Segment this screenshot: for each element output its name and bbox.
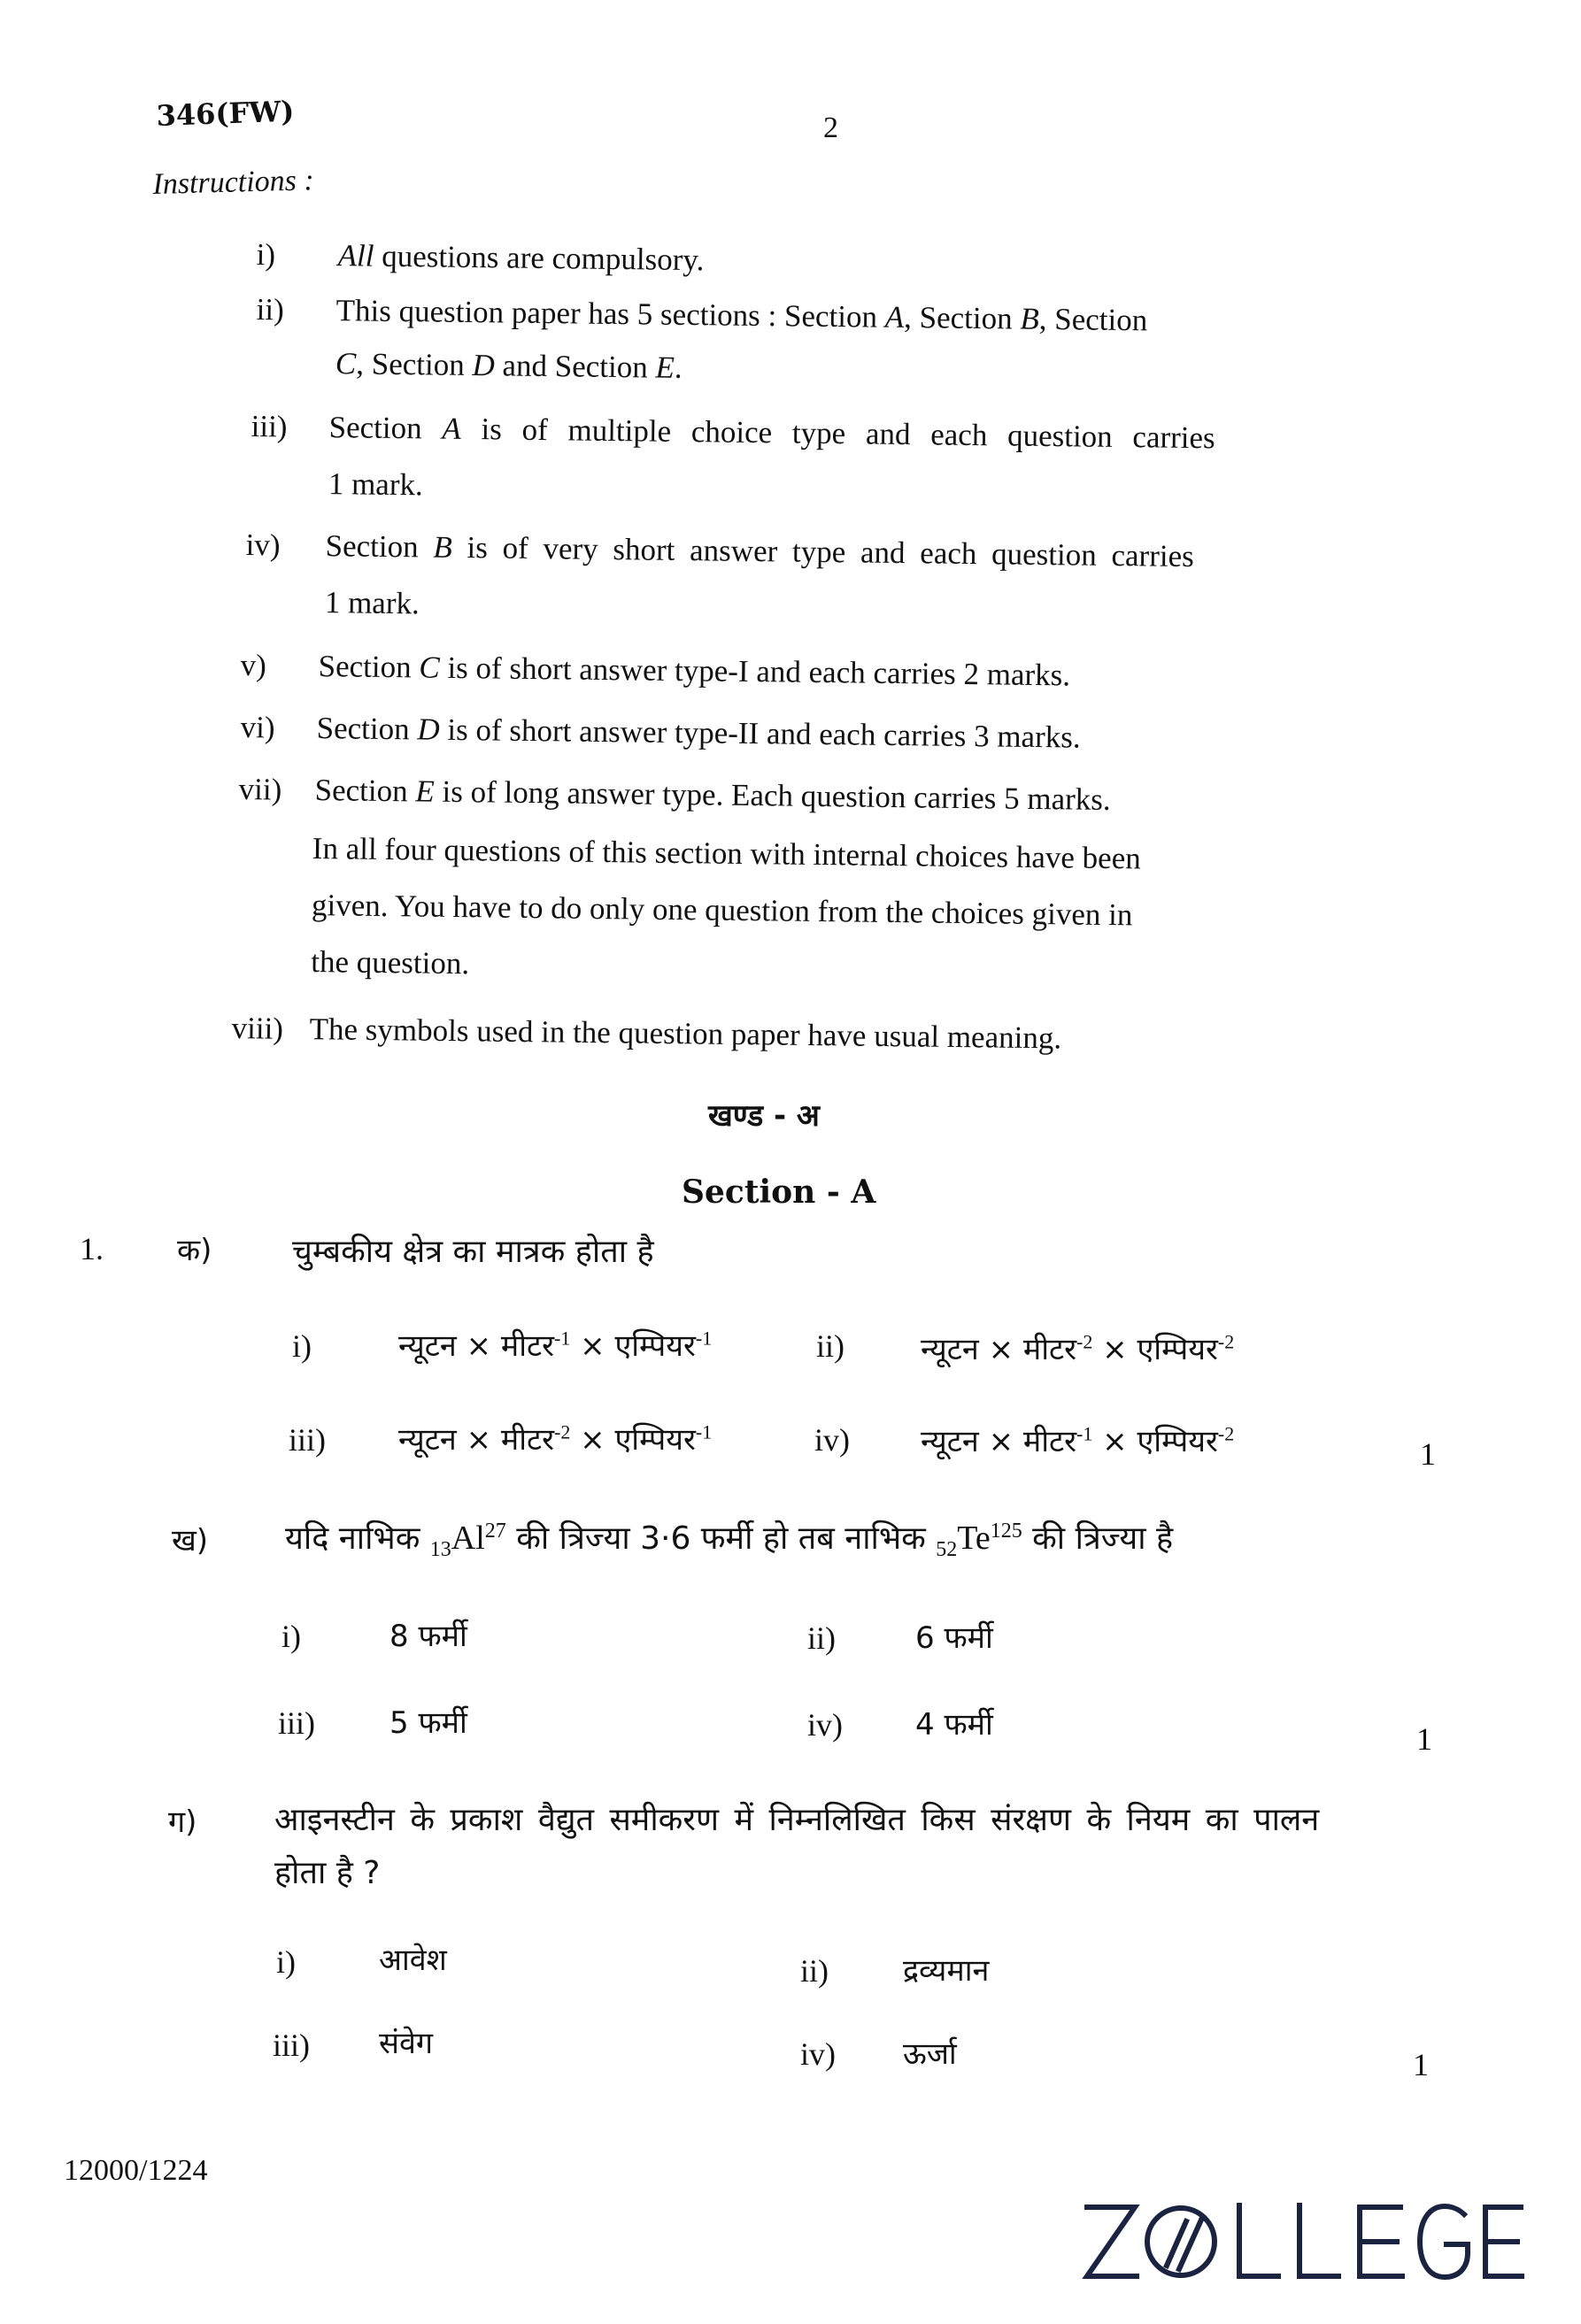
option-text: द्रव्यमान	[903, 1953, 990, 1989]
option-text: 4 फर्मी	[915, 1707, 993, 1743]
option-number: ii)	[800, 1953, 829, 1989]
option-text: 8 फर्मी	[389, 1619, 467, 1654]
instructions-heading: Instructions :	[152, 164, 315, 201]
option-number: iii)	[273, 2028, 310, 2063]
question-text: यदि नाभिक $_{13}Al^{27}$ की त्रिज्या 3·6 फर्मी हो तब नाभिक $_{52}Te^{125}$ की त्रिज्या है	[285, 1520, 1174, 1562]
instruction-number: ii)	[256, 291, 284, 327]
option-text: 5 फर्मी	[389, 1705, 467, 1741]
instruction-number: i)	[256, 236, 276, 273]
option-number: iv)	[800, 2036, 836, 2072]
instruction-line: This question paper has 5 sections : Section A, Section B, Section	[335, 293, 1148, 338]
instruction-line: 1 mark.	[328, 466, 424, 503]
option-number: iii)	[289, 1422, 326, 1458]
marks: 1	[1420, 1436, 1436, 1472]
instruction-line: Section B is of very short answer type and each question carries	[325, 528, 1195, 574]
instruction-line: Section A is of multiple choice type and each question carries	[328, 410, 1215, 456]
option-text: न्यूटन × मीटर$^{-2}$ × एम्पियर$^{-2}$	[921, 1330, 1235, 1367]
option-text: न्यूटन × मीटर$^{-1}$ × एम्पियर$^{-2}$	[921, 1422, 1235, 1459]
question-label: क)	[177, 1233, 212, 1268]
logo-letter-z	[1087, 2207, 1137, 2276]
question-label: ख)	[172, 1523, 209, 1558]
instruction-number: v)	[240, 647, 267, 683]
logo-letter-l	[1300, 2205, 1338, 2276]
logo-letter-o-icon	[1147, 2208, 1215, 2275]
instruction-line: Section D is of short answer type-II and each carries 3 marks.	[316, 711, 1081, 755]
logo-letter-g	[1420, 2206, 1468, 2277]
instruction-line: the question.	[311, 944, 470, 981]
section-title-english: Section - A	[682, 1174, 876, 1211]
instruction-line: given. You have to do only one question from the choices given in	[311, 888, 1133, 933]
zollege-logo	[1082, 2202, 1524, 2282]
option-number: iv)	[814, 1422, 850, 1458]
option-number: ii)	[816, 1328, 844, 1364]
logo-letter-e	[1360, 2207, 1402, 2276]
option-text: आवेश	[379, 1943, 447, 1978]
question-text: चुम्बकीय क्षेत्र का मात्रक होता है	[292, 1234, 654, 1270]
option-text: ऊर्जा	[903, 2036, 957, 2072]
paper-code: 346(FW)	[156, 94, 295, 133]
instruction-number: vii)	[238, 771, 282, 807]
instruction-line: The symbols used in the question paper have usual meaning.	[309, 1012, 1062, 1056]
logo-letter-l	[1239, 2205, 1278, 2276]
section-title-hindi: खण्ड - अ	[708, 1098, 820, 1134]
question-number: 1.	[80, 1231, 104, 1266]
page-number: 2	[823, 112, 838, 144]
instruction-number: viii)	[231, 1010, 284, 1046]
instruction-number: vi)	[240, 709, 275, 745]
option-number: iii)	[278, 1705, 315, 1741]
instruction-number: iv)	[245, 527, 281, 563]
instruction-line: All questions are compulsory.	[337, 238, 705, 278]
option-text: 6 फर्मी	[915, 1620, 993, 1656]
option-number: iv)	[807, 1707, 843, 1743]
question-label: ग)	[168, 1805, 197, 1840]
option-number: i)	[292, 1328, 312, 1364]
instruction-line: Section E is of long answer type. Each question carries 5 marks.	[314, 773, 1111, 818]
option-text: न्यूटन × मीटर$^{-1}$ × एम्पियर$^{-1}$	[398, 1327, 713, 1364]
question-text-line: आइनस्टीन के प्रकाश वैद्युत समीकरण में निम्नलिखित किस संरक्षण के नियम का पालन	[274, 1802, 1320, 1838]
option-number: ii)	[807, 1620, 836, 1656]
marks: 1	[1416, 1721, 1432, 1757]
option-text: न्यूटन × मीटर$^{-2}$ × एम्पियर$^{-1}$	[398, 1420, 713, 1458]
question-text-line: होता है ?	[274, 1855, 381, 1891]
instruction-number: iii)	[251, 408, 288, 444]
option-number: i)	[281, 1619, 301, 1654]
marks: 1	[1413, 2047, 1429, 2082]
option-text: संवेग	[379, 2026, 434, 2061]
footer-code: 12000/1224	[64, 2154, 208, 2187]
instruction-line: In all four questions of this section with internal choices have been	[312, 831, 1141, 876]
instruction-line: 1 mark.	[324, 585, 420, 621]
option-number: i)	[276, 1944, 296, 1980]
instruction-line: Section C is of short answer type-I and each carries 2 marks.	[318, 649, 1071, 693]
logo-letter-e	[1485, 2207, 1523, 2276]
instruction-line: C, Section D and Section E.	[335, 346, 683, 385]
